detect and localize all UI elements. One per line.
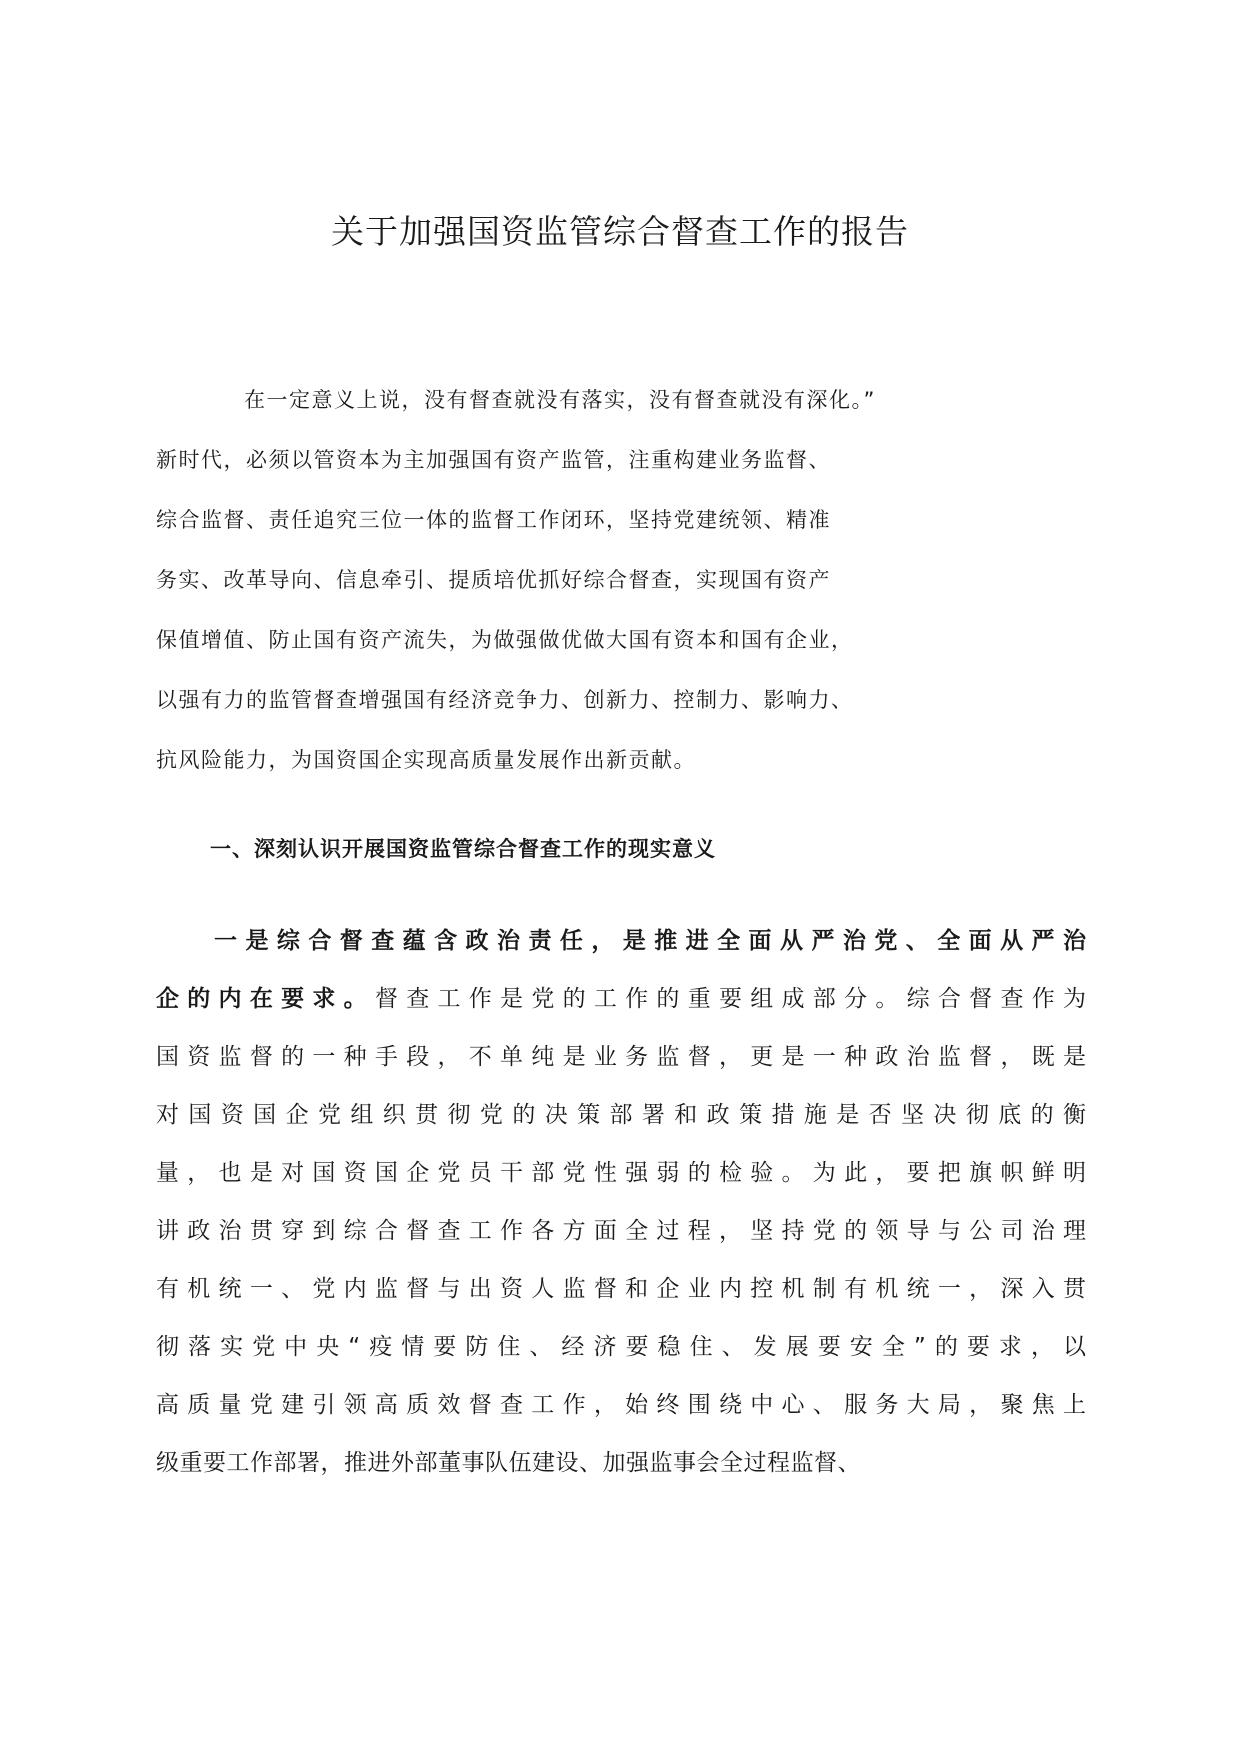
intro-line: 务实、改革导向、信息牵引、提质培优抓好综合督查，实现国有资产 bbox=[156, 568, 831, 592]
paragraph-line bbox=[156, 982, 1086, 1040]
paragraph-line-bold: 一是综合督查蕴含政治责任，是推进全面从严治党、全面从严治 bbox=[214, 928, 1086, 954]
intro-line: 以强有力的监管督查增强国有经济竞争力、创新力、控制力、影响力、 bbox=[156, 688, 854, 712]
paragraph-line: 级重要工作部署，推进外部董事队伍建设、加强监事会全过程监督、 bbox=[156, 1450, 861, 1476]
intro-line: 在一定意义上说，没有督查就没有落实，没有督查就没有深化。” bbox=[244, 388, 876, 412]
intro-line: 新时代，必须以管资本为主加强国有资产监管，注重构建业务监督、 bbox=[156, 448, 831, 472]
section-heading: 一、深刻认识开展国资监管综合督查工作的现实意义 bbox=[210, 837, 716, 861]
paragraph-lead-bold: 企的内在要求。 bbox=[156, 986, 375, 1012]
intro-line: 保值增值、防止国有资产流失，为做强做优做大国有资本和国有企业， bbox=[156, 628, 854, 652]
paragraph-line: 彻落实党中央“疫情要防住、经济要稳住、发展要安全”的要求，以 bbox=[156, 1334, 1086, 1360]
intro-line: 抗风险能力，为国资国企实现高质量发展作出新贡献。 bbox=[156, 748, 696, 772]
paragraph-line: 国资监督的一种手段，不单纯是业务监督，更是一种政治监督，既是 bbox=[156, 1044, 1086, 1070]
body-paragraph bbox=[156, 924, 1086, 1504]
paragraph-line: 高质量党建引领高质效督查工作，始终围绕中心、服务大局，聚焦上 bbox=[156, 1392, 1086, 1418]
intro-block bbox=[156, 385, 1116, 805]
intro-line: 综合监督、责任追究三位一体的监督工作闭环，坚持党建统领、精准 bbox=[156, 508, 831, 532]
paragraph-line: 对国资国企党组织贯彻党的决策部署和政策措施是否坚决彻底的衡 bbox=[156, 1102, 1086, 1128]
paragraph-lead-rest: 督查工作是党的工作的重要组成部分。综合督查作为 bbox=[374, 986, 1087, 1012]
document-title: 关于加强国资监管综合督查工作的报告 bbox=[331, 212, 909, 251]
paragraph-line: 讲政治贯穿到综合督查工作各方面全过程，坚持党的领导与公司治理 bbox=[156, 1218, 1086, 1244]
paragraph-line: 量，也是对国资国企党员干部党性强弱的检验。为此，要把旗帜鲜明 bbox=[156, 1160, 1086, 1186]
paragraph-line: 有机统一、党内监督与出资人监督和企业内控机制有机统一，深入贯 bbox=[156, 1276, 1086, 1302]
